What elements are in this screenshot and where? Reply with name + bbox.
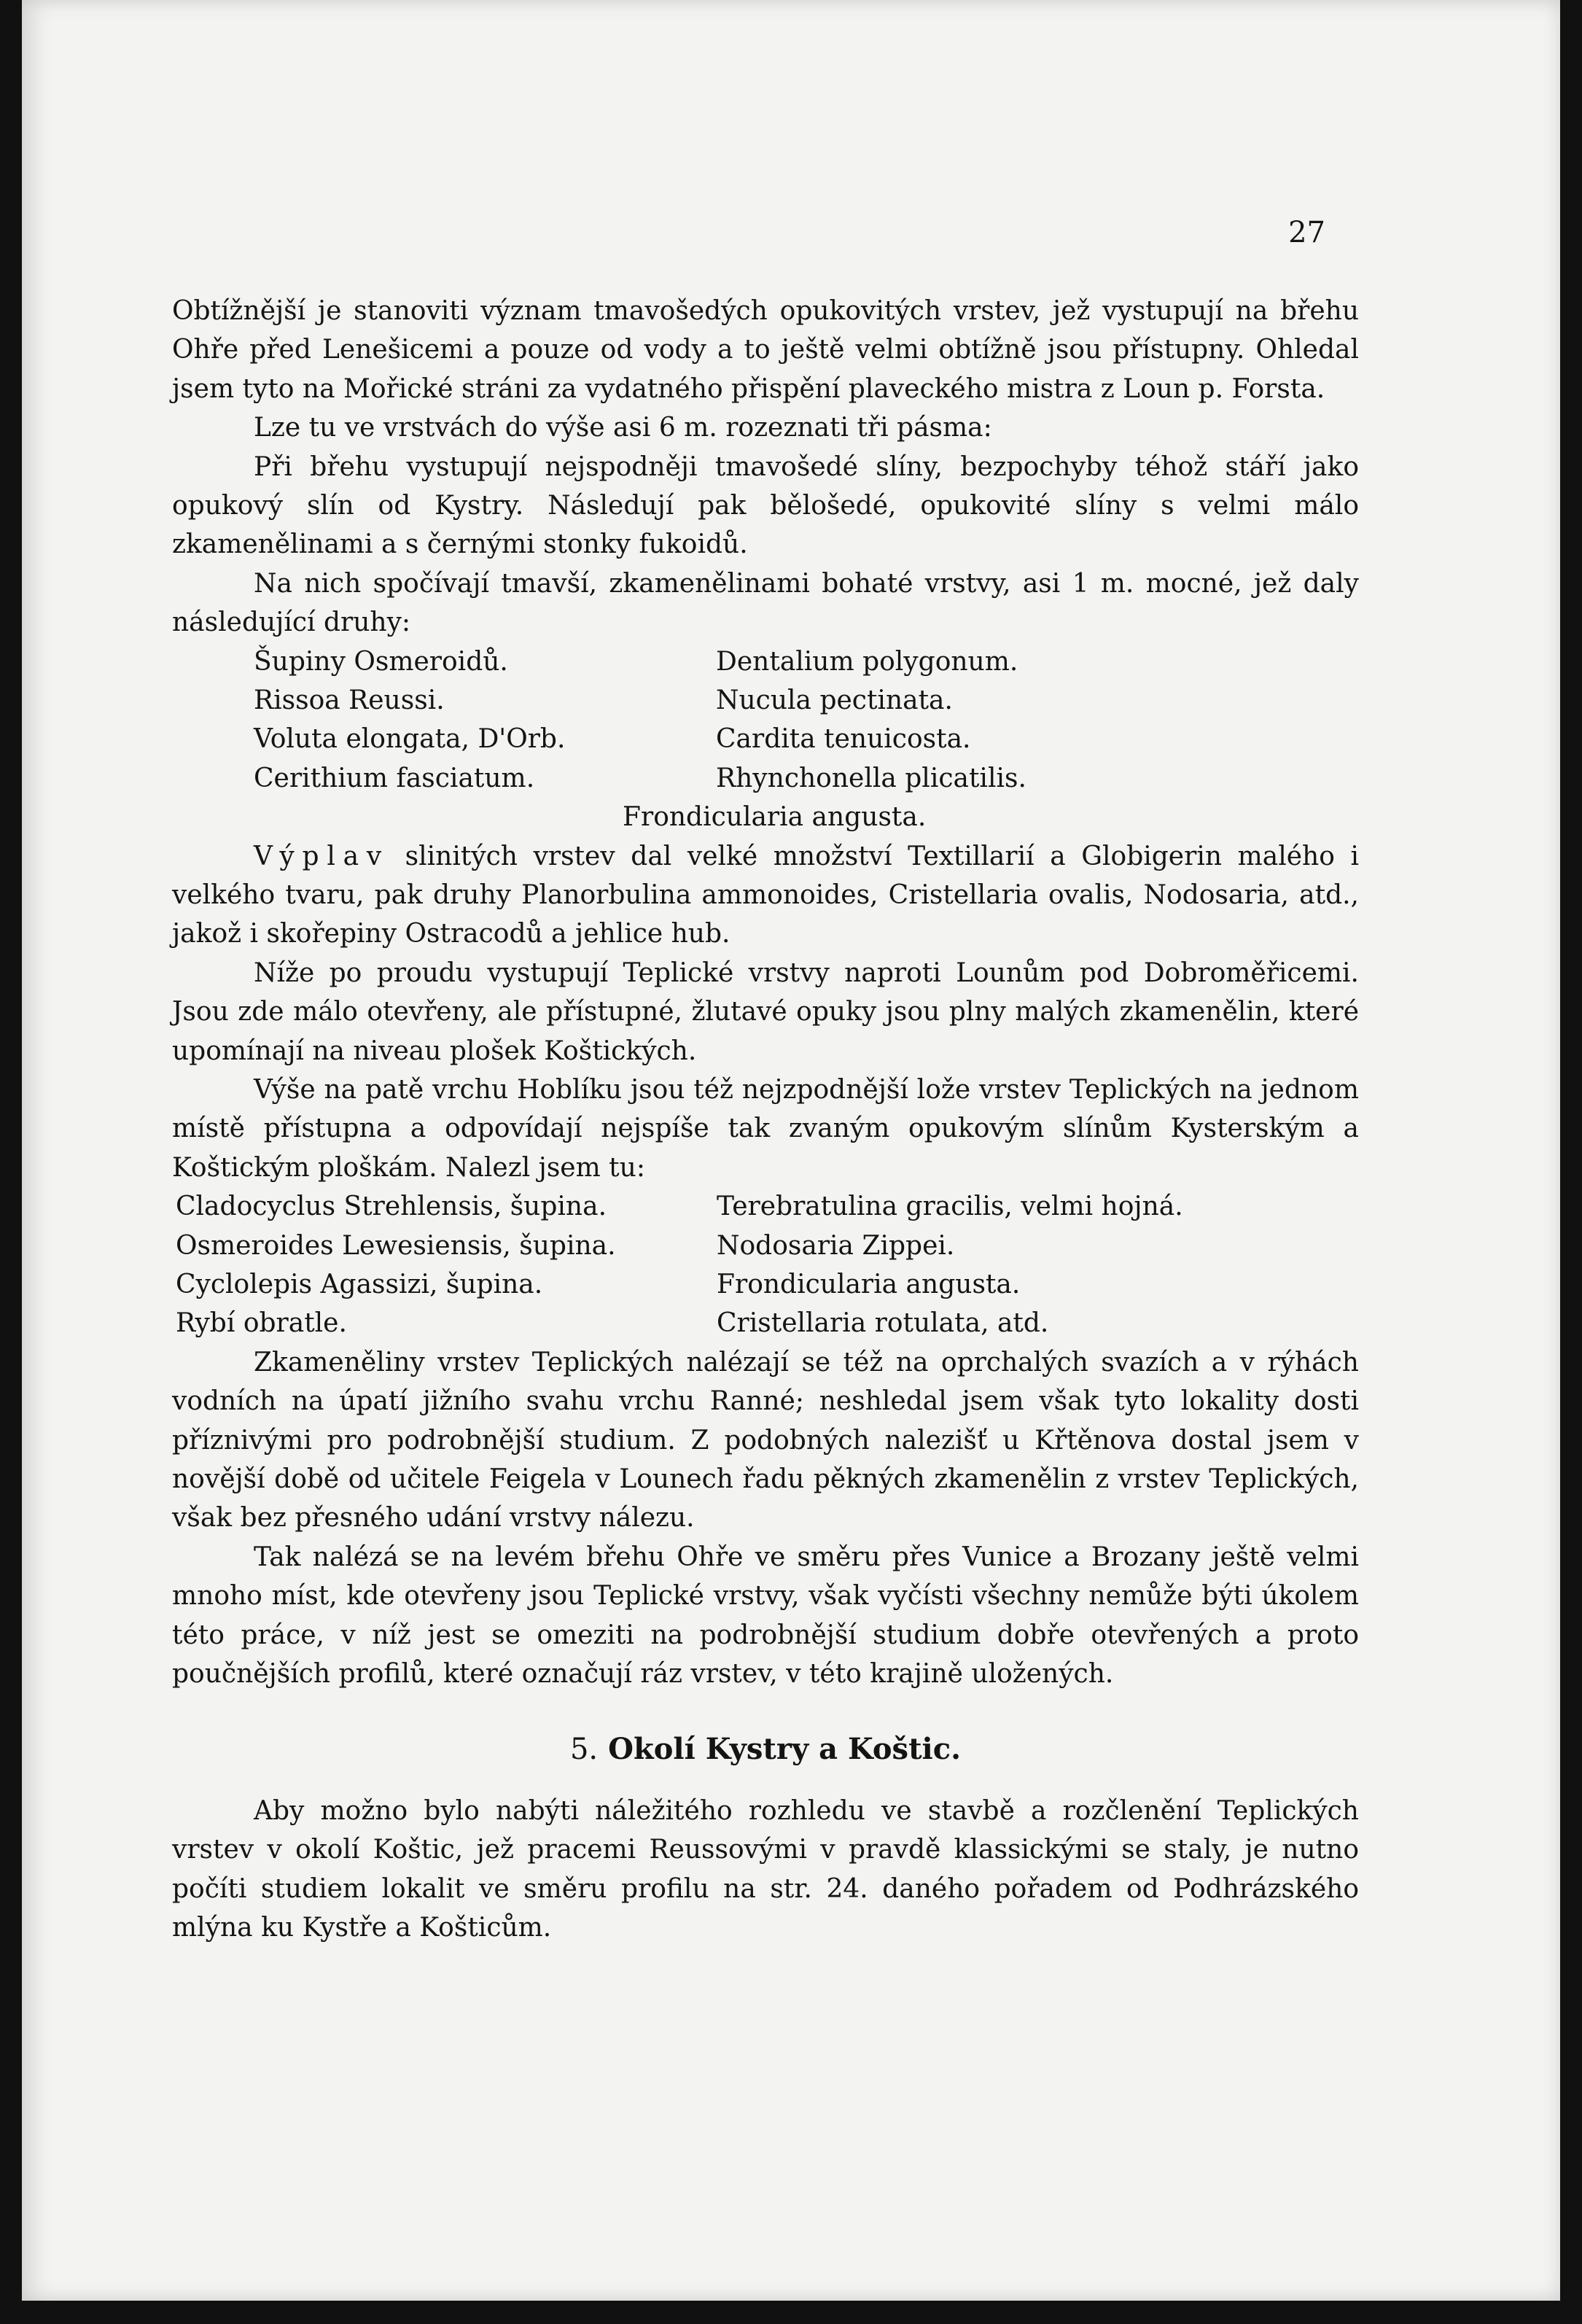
- fossil-name: Cristellaria rotulata, atd.: [717, 1308, 1049, 1339]
- fossil-name: Cladocyclus Strehlensis, šupina.: [176, 1192, 607, 1222]
- fossil-name: Rhynchonella plicatilis.: [716, 763, 1026, 793]
- fossil-row: [176, 1187, 1359, 1226]
- fossil-row: [176, 1265, 1359, 1304]
- fossil-name: Šupiny Osmeroidů.: [254, 646, 508, 677]
- section-title: Okolí Kystry a Koštic.: [608, 1732, 962, 1767]
- fossil-name: Voluta elongata, D'Orb.: [254, 724, 566, 755]
- paragraph: Na nich spočívají tmavší, zkamenělinami bohaté vrstvy, asi 1 m. mocné, jež daly následující druhy:: [172, 568, 1359, 638]
- fossil-name: Rybí obratle.: [176, 1308, 347, 1339]
- paragraph: [172, 837, 1359, 954]
- book-page: [22, 0, 1560, 2301]
- fossil-row: [254, 720, 1359, 758]
- paragraph: Lze tu ve vrstvách do výše asi 6 m. rozeznati tři pásma:: [254, 413, 992, 443]
- section-number: 5.: [569, 1733, 599, 1767]
- paragraph: Obtížnější je stanoviti význam tmavošedých opukovitých vrstev, jež vystupují na břehu Ohře před Lenešicemi a pouze od vody a to ještě velmi obtížně jsou přístupny. Ohledal jsem tyto na Mořické stráni za vydatného přispění plaveckého mistra z Loun p. Forsta.: [172, 296, 1359, 404]
- paragraph-text: slinitých vrstev dal velké množství Textillarií a Globigerin malého i velkého tvaru, pak druhy Planorbulina ammonoides, Cristellaria ovalis, Nodosaria, atd., jakož i skořepiny Ostracodů a jehlice hub.: [172, 841, 1359, 949]
- fossil-name: Terebratulina gracilis, velmi hojná.: [717, 1192, 1183, 1222]
- page-number: 27: [1288, 216, 1325, 249]
- fossil-name: Rissoa Reussi.: [254, 685, 445, 716]
- fossil-name: Dentalium polygonum.: [716, 646, 1018, 677]
- fossil-name: Cyclolepis Agassizi, šupina.: [176, 1270, 543, 1300]
- section-heading: [172, 1730, 1359, 1769]
- fossil-row: [254, 642, 1359, 681]
- paragraph: Tak nalézá se na levém břehu Ohře ve směru přes Vunice a Brozany ještě velmi mnoho míst, kde otevřeny jsou Teplické vrstvy, však vyčísti všechny nemůže býti úkolem této práce, v níž jest se omeziti na podrobnější studium dobře otevřených a proto poučnějších profilů, které označují ráz vrstev, v této krajině uložených.: [172, 1542, 1359, 1690]
- paragraph: Výše na patě vrchu Hoblíku jsou též nejzpodnější lože vrstev Teplických na jednom místě přístupna a odpovídají nejspíše tak zvaným opukovým slínům Kysterským a Koštickým ploškám. Nalezl jsem tu:: [172, 1075, 1359, 1183]
- page-body: [172, 292, 1359, 1948]
- fossil-row: [176, 1227, 1359, 1265]
- fossil-list-hoblik: [176, 1187, 1359, 1343]
- fossil-name: Nodosaria Zippei.: [717, 1230, 955, 1261]
- fossil-row: [254, 681, 1359, 720]
- fossil-name: Nucula pectinata.: [716, 685, 953, 716]
- paragraph: Při břehu vystupují nejspodněji tmavošedé slíny, bezpochyby téhož stáří jako opukový slín od Kystry. Následují pak bělošedé, opukovité slíny s velmi málo zkamenělinami a s černými stonky fukoidů.: [172, 451, 1359, 560]
- fossil-list-lenesice: [254, 642, 1359, 837]
- paragraph: Aby možno bylo nabýti náležitého rozhledu ve stavbě a rozčlenění Teplických vrstev v okolí Koštic, jež pracemi Reussovými v pravdě klassickými se staly, je nutno počíti studiem lokalit ve směru profilu na str. 24. daného pořadem od Podhrázského mlýna ku Kystře a Košticům.: [172, 1795, 1359, 1943]
- paragraph: Zkameněliny vrstev Teplických nalézají se též na oprchalých svazích a v rýhách vodních na úpatí jižního svahu vrchu Ranné; neshledal jsem však tyto lokality dosti příznivými pro podrobnější studium. Z podobných nalezišť u Křtěnova dostal jsem v novější době od učitele Feigela v Lounech řadu pěkných zkamenělin z vrstev Teplických, však bez přesného udání vrstvy nálezu.: [172, 1347, 1359, 1534]
- emphasis-word: Výplav: [254, 841, 390, 871]
- fossil-name: Frondicularia angusta.: [623, 802, 927, 833]
- paragraph: Níže po proudu vystupují Teplické vrstvy naproti Lounům pod Dobroměřicemi. Jsou zde málo otevřeny, ale přístupné, žlutavé opuky jsou plny malých zkamenělin, které upomínají na niveau plošek Koštických.: [172, 957, 1359, 1066]
- fossil-name: Osmeroides Lewesiensis, šupina.: [176, 1230, 616, 1261]
- fossil-name: Cardita tenuicosta.: [716, 724, 971, 755]
- fossil-name: Cerithium fasciatum.: [254, 763, 535, 793]
- fossil-name: Frondicularia angusta.: [717, 1270, 1021, 1300]
- fossil-row: [254, 759, 1359, 798]
- fossil-row: [176, 1304, 1359, 1342]
